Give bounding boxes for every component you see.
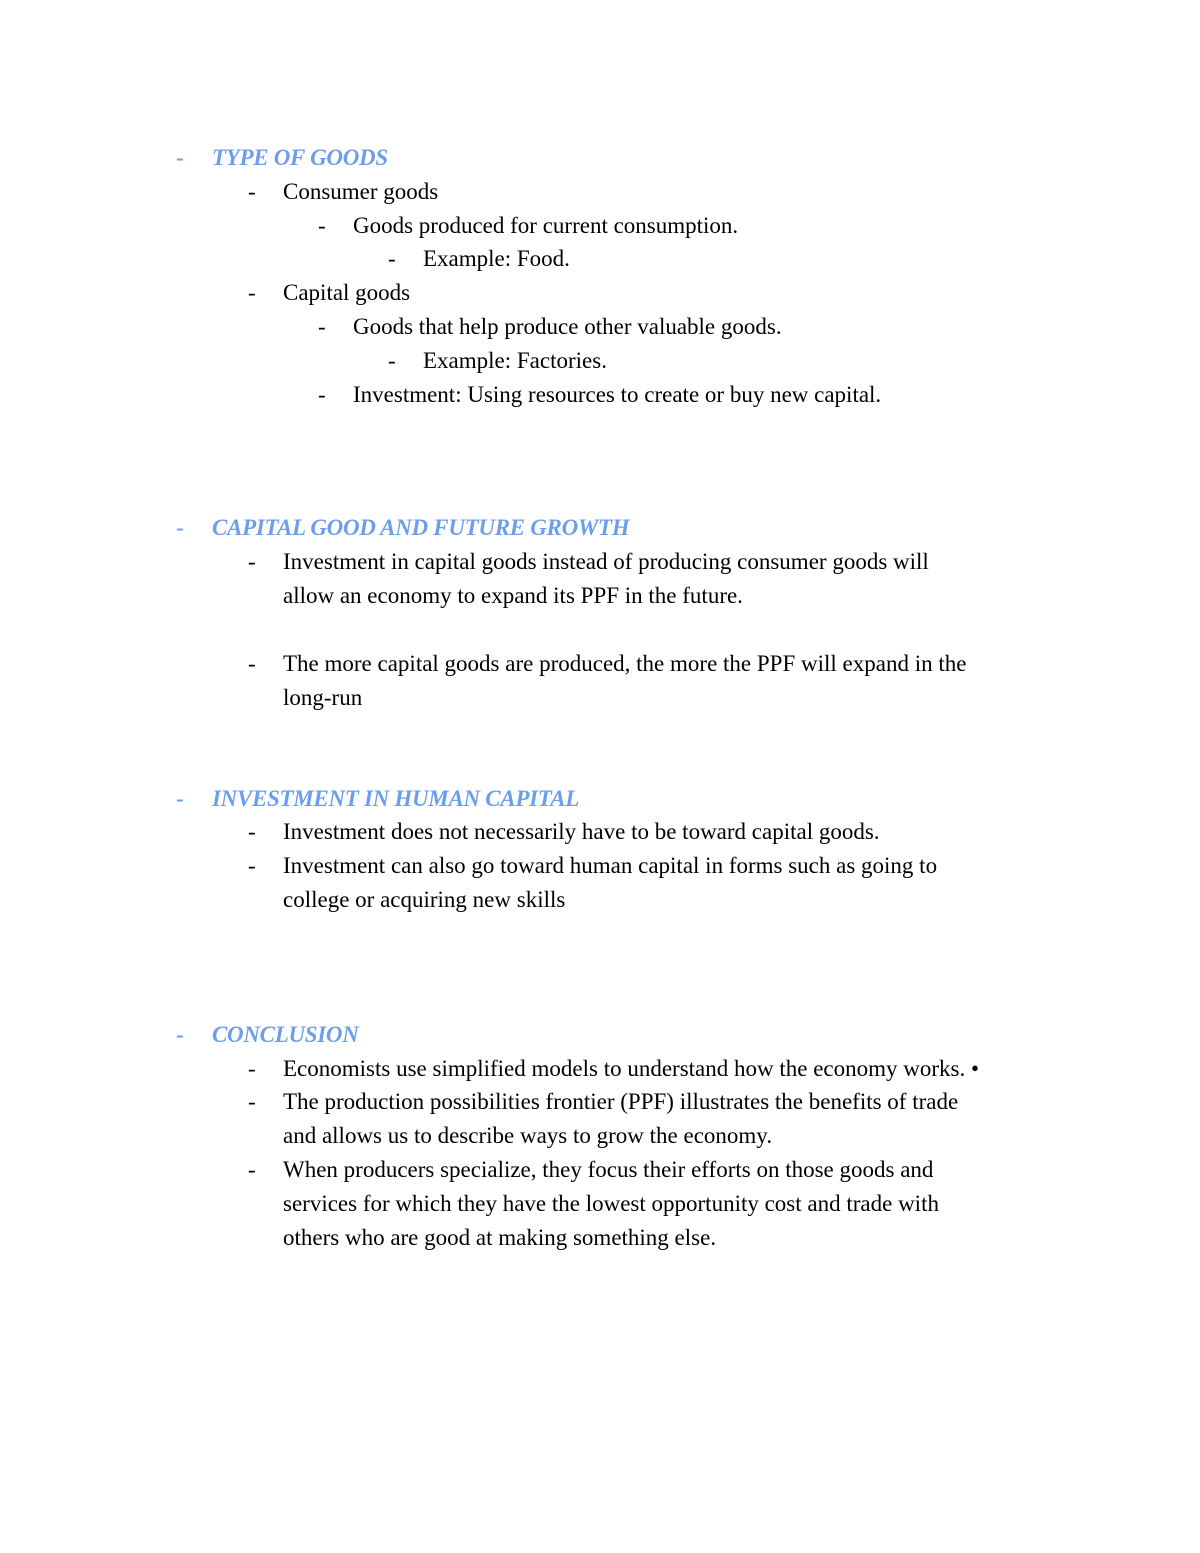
heading-bullet: - bbox=[176, 786, 184, 811]
list-bullet: - bbox=[248, 179, 256, 204]
list-item: Economists use simplified models to understand how the economy works. • bbox=[283, 1056, 980, 1081]
list-item-continuation: long-run bbox=[283, 685, 363, 710]
list-item-continuation: services for which they have the lowest opportunity cost and trade with bbox=[283, 1191, 939, 1216]
list-item: Investment in capital goods instead of producing consumer goods will bbox=[283, 549, 929, 574]
heading-bullet: - bbox=[176, 515, 184, 540]
section-heading-capital-good-and-future-growth: CAPITAL GOOD AND FUTURE GROWTH bbox=[212, 515, 630, 540]
list-item-continuation: college or acquiring new skills bbox=[283, 887, 566, 912]
heading-bullet: - bbox=[176, 145, 184, 170]
list-item: Investment can also go toward human capital in forms such as going to bbox=[283, 853, 938, 878]
list-item: Capital goods bbox=[283, 280, 411, 305]
list-item: Consumer goods bbox=[283, 179, 439, 204]
section-heading-conclusion: CONCLUSION bbox=[212, 1022, 359, 1047]
list-bullet: - bbox=[248, 1089, 256, 1114]
list-item: The production possibilities frontier (PPF) illustrates the benefits of trade bbox=[283, 1089, 959, 1114]
list-item: Example: Factories. bbox=[423, 348, 607, 373]
list-item: Investment: Using resources to create or buy new capital. bbox=[353, 382, 882, 407]
list-item-continuation: others who are good at making something else. bbox=[283, 1225, 717, 1250]
list-bullet: - bbox=[248, 651, 256, 676]
list-bullet: - bbox=[318, 314, 326, 339]
list-item: The more capital goods are produced, the more the PPF will expand in the bbox=[283, 651, 967, 676]
heading-bullet: - bbox=[176, 1022, 184, 1047]
list-bullet: - bbox=[388, 246, 396, 271]
list-bullet: - bbox=[388, 348, 396, 373]
list-bullet: - bbox=[248, 1157, 256, 1182]
list-bullet: - bbox=[248, 819, 256, 844]
list-item: Example: Food. bbox=[423, 246, 570, 271]
list-bullet: - bbox=[318, 382, 326, 407]
list-bullet: - bbox=[318, 213, 326, 238]
section-heading-type-of-goods: TYPE OF GOODS bbox=[212, 145, 388, 170]
list-bullet: - bbox=[248, 853, 256, 878]
list-item: When producers specialize, they focus their efforts on those goods and bbox=[283, 1157, 934, 1182]
list-item: Goods that help produce other valuable goods. bbox=[353, 314, 782, 339]
list-item-continuation: and allows us to describe ways to grow the economy. bbox=[283, 1123, 773, 1148]
list-bullet: - bbox=[248, 549, 256, 574]
list-item: Goods produced for current consumption. bbox=[353, 213, 739, 238]
list-bullet: - bbox=[248, 1056, 256, 1081]
list-item: Investment does not necessarily have to be toward capital goods. bbox=[283, 819, 880, 844]
list-bullet: - bbox=[248, 280, 256, 305]
section-heading-investment-in-human-capital: INVESTMENT IN HUMAN CAPITAL bbox=[212, 786, 579, 811]
list-item-continuation: allow an economy to expand its PPF in the future. bbox=[283, 583, 743, 608]
